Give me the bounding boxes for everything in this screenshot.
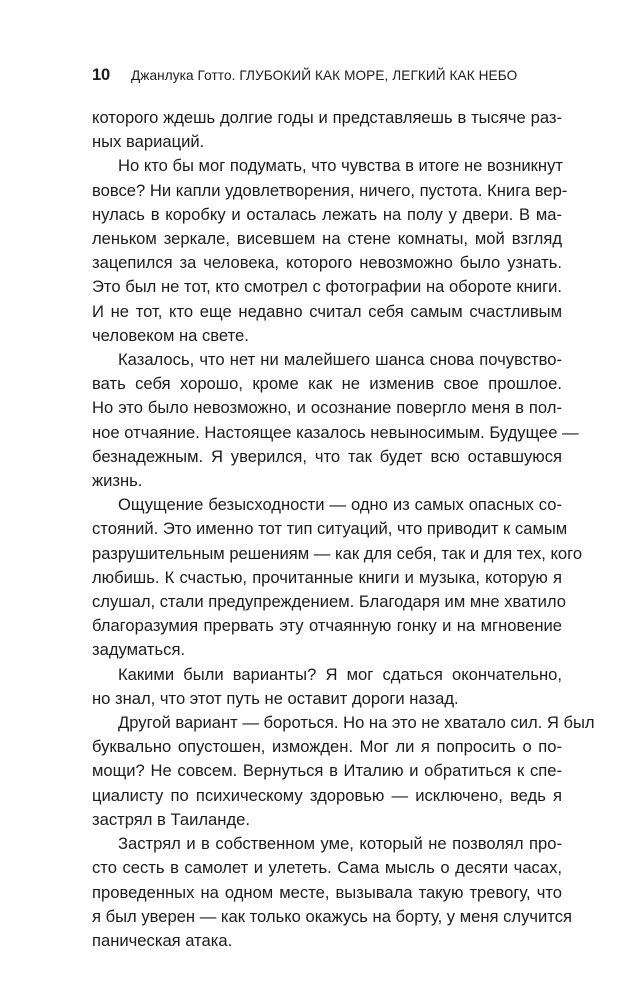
text-line: человеком на свете.	[92, 325, 249, 345]
paragraph	[92, 106, 562, 154]
text-line: жизнь.	[92, 471, 143, 491]
text-line: Но кто бы мог подумать, что чувства в итоге не возникнут	[118, 156, 563, 176]
text-line: задуматься.	[92, 640, 186, 660]
text-line: я был уверен — как только окажусь на борту, у меня случится	[92, 906, 572, 926]
text-line: Казалось, что нет ни малейшего шанса снова почувство-	[118, 350, 562, 370]
body-text	[92, 106, 595, 953]
text-line: буквально опустошен, изможден. Мог ли я попросить о по-	[92, 737, 562, 757]
text-line: вать себя хорошо, кроме как не изменив свое прошлое.	[92, 374, 562, 394]
text-line: слушал, стали предупреждением. Благодаря им мне хватило	[92, 592, 567, 612]
text-line: Ощущение безысходности — одно из самых опасных со-	[118, 495, 562, 515]
text-line: нулась в коробку и осталась лежать на полу у двери. В ма-	[92, 204, 562, 224]
text-line: но знал, что этот путь не оставит дороги назад.	[92, 688, 459, 708]
text-line: циалисту по психическому здоровью — исключено, ведь я	[92, 785, 562, 805]
text-line: паническая атака.	[92, 930, 233, 950]
paragraph	[92, 663, 562, 711]
paragraph	[92, 832, 572, 953]
text-line: Другой вариант — бороться. Но на это не хватало сил. Я был	[118, 713, 595, 733]
text-line: застрял в Таиланде.	[92, 809, 250, 829]
page-number: 10	[92, 66, 110, 84]
text-line: проведенных на одном месте, вызывала такую тревогу, что	[92, 882, 562, 902]
text-line: которого ждешь долгие годы и представляешь в тысяче раз-	[92, 108, 562, 127]
text-line: мощи? Не совсем. Вернуться в Италию и обратиться к спе-	[92, 761, 562, 781]
running-title: Джанлука Готто. ГЛУБОКИЙ КАК МОРЕ, ЛЕГКИЙ КАК НЕБО	[130, 68, 518, 83]
text-line: И не тот, кто еще недавно считал себя самым счастливым	[92, 301, 562, 321]
text-line: ных вариаций.	[92, 132, 205, 152]
text-line: стояний. Это именно тот тип ситуаций, что приводит к самым	[92, 519, 568, 539]
text-line: сто сесть в самолет и улететь. Сама мысль о десяти часах,	[92, 858, 562, 878]
text-line: Это был не тот, кто смотрел с фотографии на обороте книги.	[92, 277, 562, 297]
text-line: разрушительным решениям — как для себя, так и для тех, кого	[92, 543, 583, 563]
paragraph	[92, 493, 583, 662]
text-line: безнадежным. Я уверился, что так будет всю оставшуюся	[92, 446, 562, 466]
text-line: леньком зеркале, висевшем на стене комнаты, мой взгляд	[92, 229, 562, 249]
text-line: Но это было невозможно, и осознание повергло меня в пол-	[92, 398, 562, 418]
text-line: вовсе? Ни капли удовлетворения, ничего, пустота. Книга вер-	[92, 180, 568, 200]
text-line: Застрял и в собственном уме, который не позволял про-	[118, 834, 562, 854]
text-line: благоразумия прервать эту отчаянную гонку и на мгновение	[92, 616, 562, 636]
running-header	[92, 66, 562, 86]
paragraph	[92, 711, 595, 832]
paragraph	[92, 154, 568, 348]
text-line: любишь. К счастью, прочитанные книги и музыка, которую я	[92, 567, 562, 587]
paragraph	[92, 348, 579, 493]
text-line: зацепился за человека, которого невозможно было узнать.	[92, 253, 562, 273]
text-line: Какими были варианты? Я мог сдаться окончательно,	[118, 664, 562, 684]
text-line: ное отчаяние. Настоящее казалось невыносимым. Будущее —	[92, 422, 579, 442]
